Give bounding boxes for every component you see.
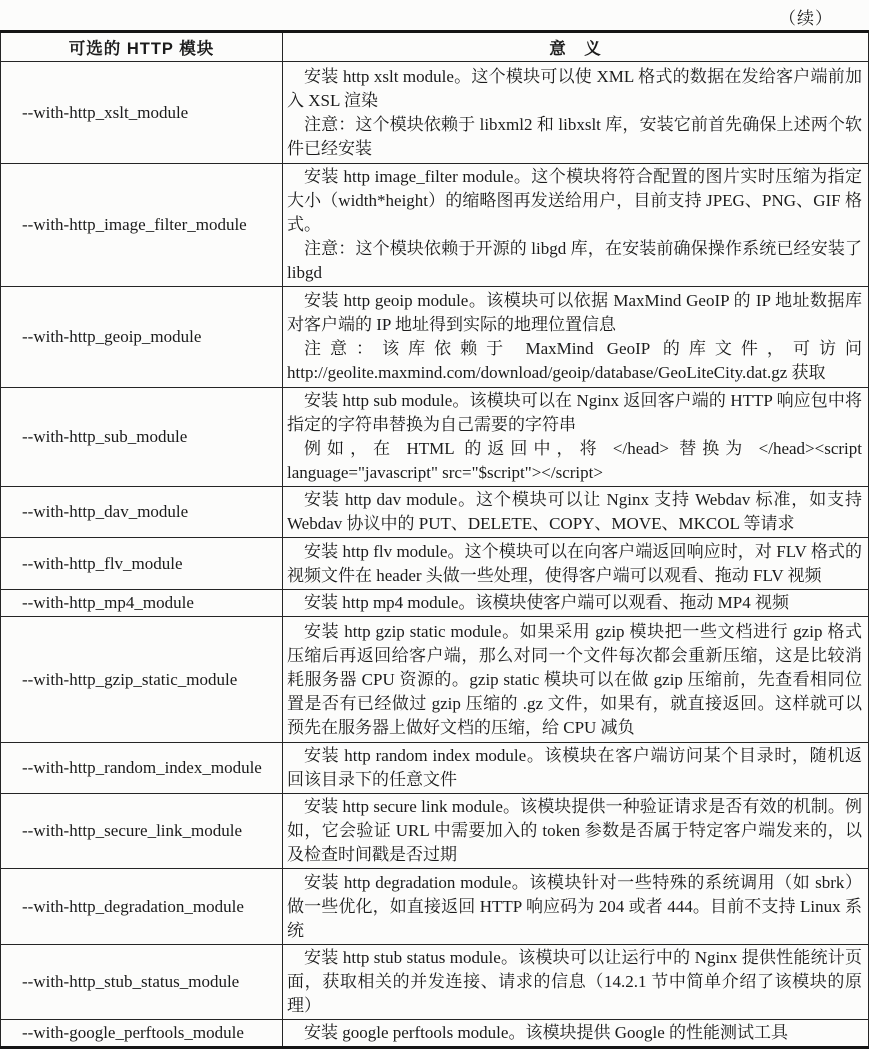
module-description (283, 287, 869, 388)
description-paragraph: 安装 http flv module。这个模块可以在向客户端返回响应时，对 FLV 格式的视频文件在 header 头做一些处理，使得客户端可以观看、拖动 FLV 视频 (287, 541, 862, 585)
module-name: --with-http_image_filter_module (1, 164, 283, 287)
table-row (1, 388, 869, 487)
table-row (1, 1020, 869, 1048)
module-name: --with-http_flv_module (1, 538, 283, 590)
continued-label: （续） (779, 9, 833, 28)
description-paragraph: 安装 http dav module。这个模块可以让 Nginx 支持 Webdav 标准，如支持 Webdav 协议中的 PUT、DELETE、COPY、MOVE、MKCOL 等请求 (287, 490, 862, 533)
description-paragraph: 安装 http geoip module。该模块可以依据 MaxMind GeoIP 的 IP 地址数据库对客户端的 IP 地址得到实际的地理位置信息 (287, 291, 862, 334)
module-name: --with-http_dav_module (1, 487, 283, 538)
module-description (283, 869, 869, 945)
table-row (1, 487, 869, 538)
module-name: --with-http_degradation_module (1, 869, 283, 945)
module-name: --with-http_mp4_module (1, 590, 283, 617)
column-header-module: 可选的 HTTP 模块 (1, 32, 283, 62)
table-row (1, 945, 869, 1020)
description-paragraph: 安装 http mp4 module。该模块使客户端可以观看、拖动 MP4 视频 (304, 593, 789, 612)
column-header-meaning: 意 义 (283, 32, 869, 62)
module-description (283, 62, 869, 164)
table-row (1, 617, 869, 743)
description-paragraph: 注意：这个模块依赖于 libxml2 和 libxslt 库，安装它前首先确保上述两个软件已经安装 (287, 114, 862, 158)
table-row (1, 743, 869, 794)
module-name: --with-http_geoip_module (1, 287, 283, 388)
module-name: --with-http_xslt_module (1, 62, 283, 164)
module-name: --with-http_random_index_module (1, 743, 283, 794)
description-paragraph: 安装 http sub module。该模块可以在 Nginx 返回客户端的 HTTP 响应包中将指定的字符串替换为自己需要的字符串 (287, 391, 862, 434)
description-paragraph: 安装 http xslt module。这个模块可以使 XML 格式的数据在发给客户端前加入 XSL 渲染 (287, 66, 862, 110)
module-description (283, 487, 869, 538)
table-row (1, 869, 869, 945)
table-row (1, 538, 869, 590)
module-name: --with-google_perftools_module (1, 1020, 283, 1048)
description-paragraph: 安装 http stub status module。该模块可以让运行中的 Nginx 提供性能统计页面，获取相关的并发连接、请求的信息（14.2.1 节中简单介绍了该模块的原理） (287, 948, 862, 1015)
table-row (1, 62, 869, 164)
module-name: --with-http_sub_module (1, 388, 283, 487)
table-header-row (1, 32, 869, 62)
description-paragraph: 安装 http gzip static module。如果采用 gzip 模块把一些文档进行 gzip 格式压缩后再返回给客户端，那么对同一个文件每次都会重新压缩，这是比较消耗服务器 CPU 资源的。gzip static 模块可以在做 gzip 压缩前，先查看相同位置是否有已经做过 gzip 压缩的 .gz 文件，如果有，就直接返回。这样就可以预先在服务器上做好文档的压缩，给 CPU 减负 (287, 621, 862, 737)
module-description (283, 1020, 869, 1048)
description-paragraph: 安装 http image_filter module。这个模块将符合配置的图片实时压缩为指定大小（width*height）的缩略图再发送给用户，目前支持 JPEG、PNG、GIF 格式。 (287, 167, 862, 234)
http-modules-table (0, 30, 869, 1049)
description-paragraph: 安装 google perftools module。该模块提供 Google 的性能测试工具 (304, 1023, 788, 1042)
module-name: --with-http_secure_link_module (1, 794, 283, 869)
description-paragraph: 注意：这个模块依赖于开源的 libgd 库，在安装前确保操作系统已经安装了 libgd (287, 239, 862, 282)
table-row (1, 287, 869, 388)
module-description (283, 794, 869, 869)
module-name: --with-http_stub_status_module (1, 945, 283, 1020)
description-paragraph: 注意：该库依赖于 MaxMind GeoIP 的库文件，可访问 http://geolite.maxmind.com/download/geoip/database/GeoLiteCity.dat.gz 获取 (287, 339, 862, 382)
module-description (283, 538, 869, 590)
module-name: --with-http_gzip_static_module (1, 617, 283, 743)
module-description (283, 945, 869, 1020)
module-description (283, 388, 869, 487)
module-description (283, 590, 869, 617)
description-paragraph: 安装 http random index module。该模块在客户端访问某个目录时，随机返回该目录下的任意文件 (287, 746, 862, 789)
table-row (1, 794, 869, 869)
table-row (1, 590, 869, 617)
description-paragraph: 例如，在 HTML 的返回中，将 </head> 替换为 </head><script language="javascript" src="$script"></script> (287, 439, 862, 482)
description-paragraph: 安装 http secure link module。该模块提供一种验证请求是否有效的机制。例如，它会验证 URL 中需要加入的 token 参数是否属于特定客户端发来的，以及检查时间戳是否过期 (287, 797, 862, 864)
module-description (283, 164, 869, 287)
description-paragraph: 安装 http degradation module。该模块针对一些特殊的系统调用（如 sbrk）做一些优化，如直接返回 HTTP 响应码为 204 或者 444。目前不支持 Linux 系统 (287, 872, 862, 940)
module-description (283, 617, 869, 743)
table-row (1, 164, 869, 287)
module-description (283, 743, 869, 794)
